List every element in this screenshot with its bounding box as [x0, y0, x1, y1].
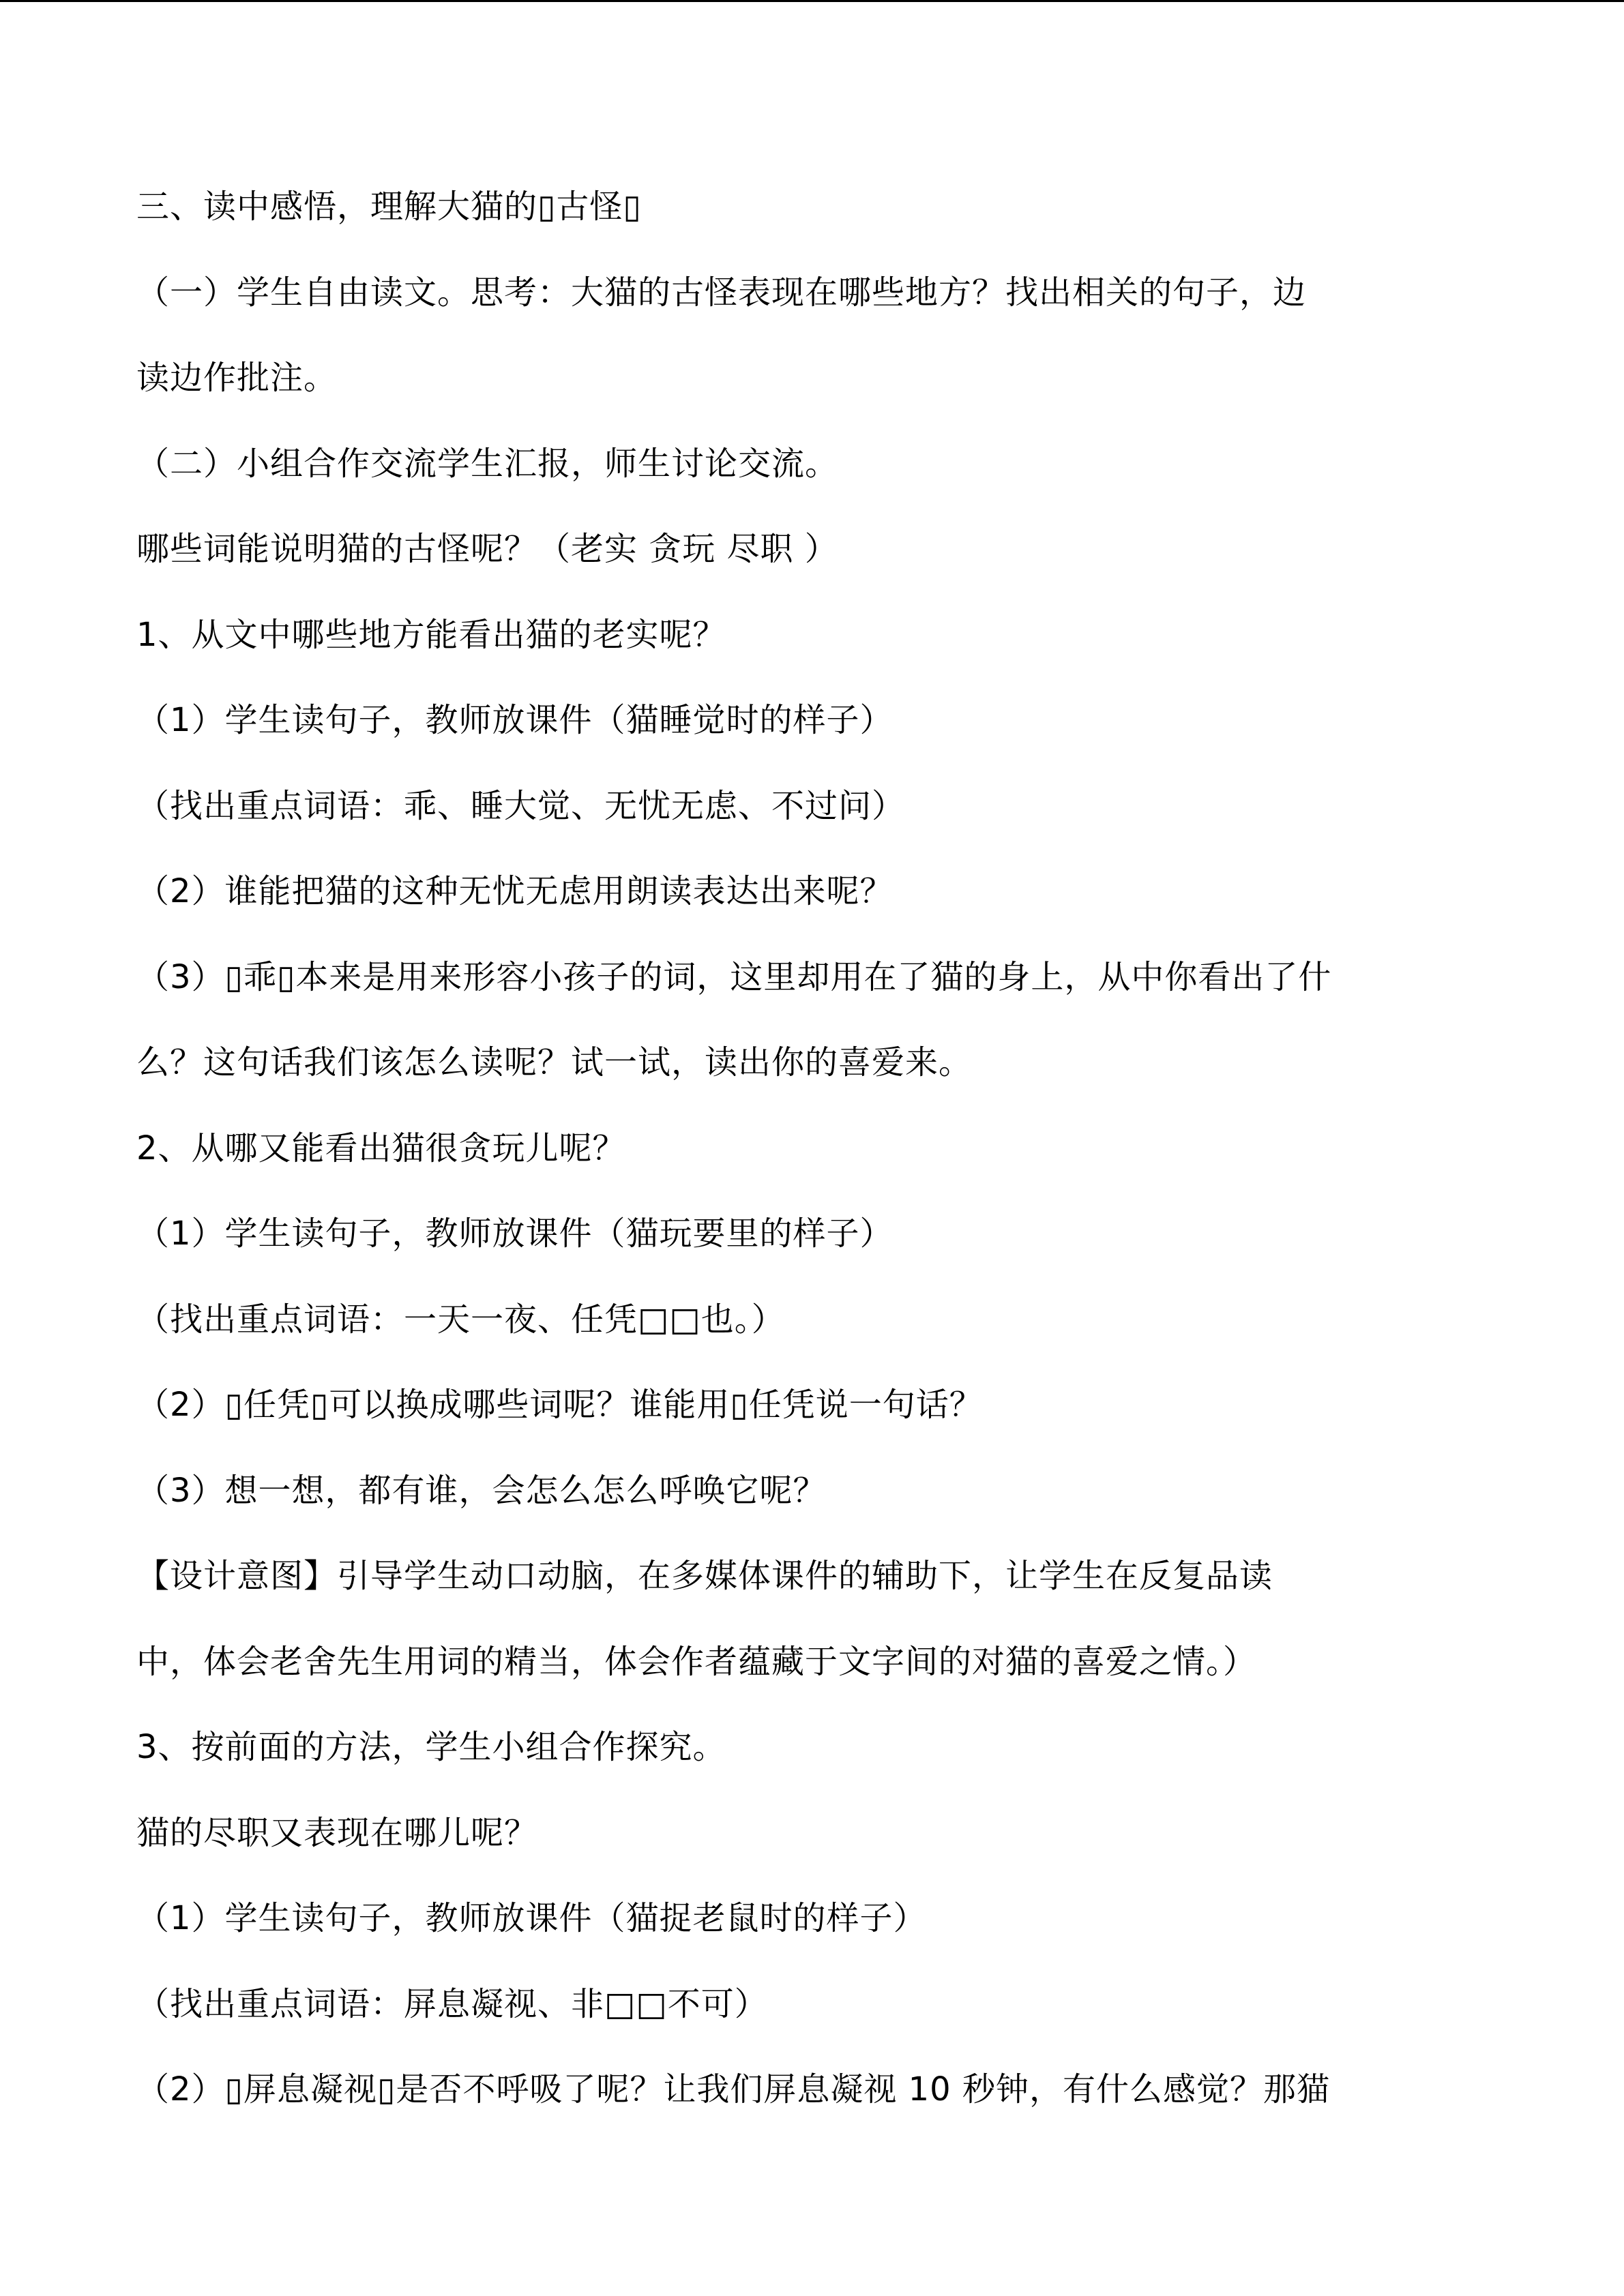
document-body: [136, 164, 1501, 2133]
paragraph-line: （1）学生读句子，教师放课件（猫玩要里的样子）: [136, 1214, 894, 1253]
paragraph-line: 2、从哪又能看出猫很贪玩儿呢？: [136, 1129, 626, 1167]
paragraph-line: 读边作批注。: [136, 359, 338, 397]
paragraph-line: 3、按前面的方法，学生小组合作探究。: [136, 1728, 726, 1766]
paragraph-line: （2）▯屏息凝视▯是否不呼吸了呢？让我们屏息凝视 10 秒钟，有什么感觉？那猫: [136, 2070, 1330, 2108]
paragraph-line: （1）学生读句子，教师放课件（猫捉老鼠时的样子）: [136, 1899, 927, 1937]
paragraph-line: 中，体会老舍先生用词的精当，体会作者蕴藏于文字间的对猫的喜爱之情。）: [136, 1642, 1257, 1681]
paragraph-line: （2）▯任凭▯可以换成哪些词呢？谁能用▯任凭说一句话？: [136, 1386, 983, 1424]
paragraph-line: （找出重点词语：乖、睡大觉、无忧无虑、不过问）: [136, 786, 906, 825]
paragraph-line: （3）想一想，都有谁，会怎么怎么呼唤它呢？: [136, 1471, 827, 1510]
paragraph-line: （1）学生读句子，教师放课件（猫睡觉时的样子）: [136, 701, 894, 739]
paragraph-line: 么？这句话我们该怎么读呢？试一试，读出你的喜爱来。: [136, 1043, 973, 1082]
paragraph-line: （二）小组合作交流学生汇报，师生讨论交流。: [136, 444, 839, 483]
paragraph-line: 1、从文中哪些地方能看出猫的老实呢？: [136, 615, 726, 654]
paragraph-line: （找出重点词语：一天一夜、任凭□□也。）: [136, 1300, 785, 1339]
paragraph-line: （一）学生自由读文。思考：大猫的古怪表现在哪些地方？找出相关的句子，边: [136, 273, 1307, 312]
paragraph-line: 【设计意图】引导学生动口动脑，在多媒体课件的辅助下，让学生在反复品读: [136, 1557, 1273, 1595]
section-heading: 三、读中感悟，理解大猫的▯古怪▯: [136, 188, 642, 226]
paragraph-line: 猫的尽职又表现在哪儿呢？: [136, 1813, 538, 1852]
paragraph-line: （2）谁能把猫的这种无忧无虑用朗读表达出来呢？: [136, 872, 894, 910]
paragraph-line: （找出重点词语：屏息凝视、非□□不可）: [136, 1984, 768, 2023]
paragraph-line: 哪些词能说明猫的古怪呢？（老实 贪玩 尽职 ）: [136, 530, 838, 568]
paragraph-line: （3）▯乖▯本来是用来形容小孩子的词，这里却用在了猫的身上，从中你看出了什: [136, 957, 1332, 996]
